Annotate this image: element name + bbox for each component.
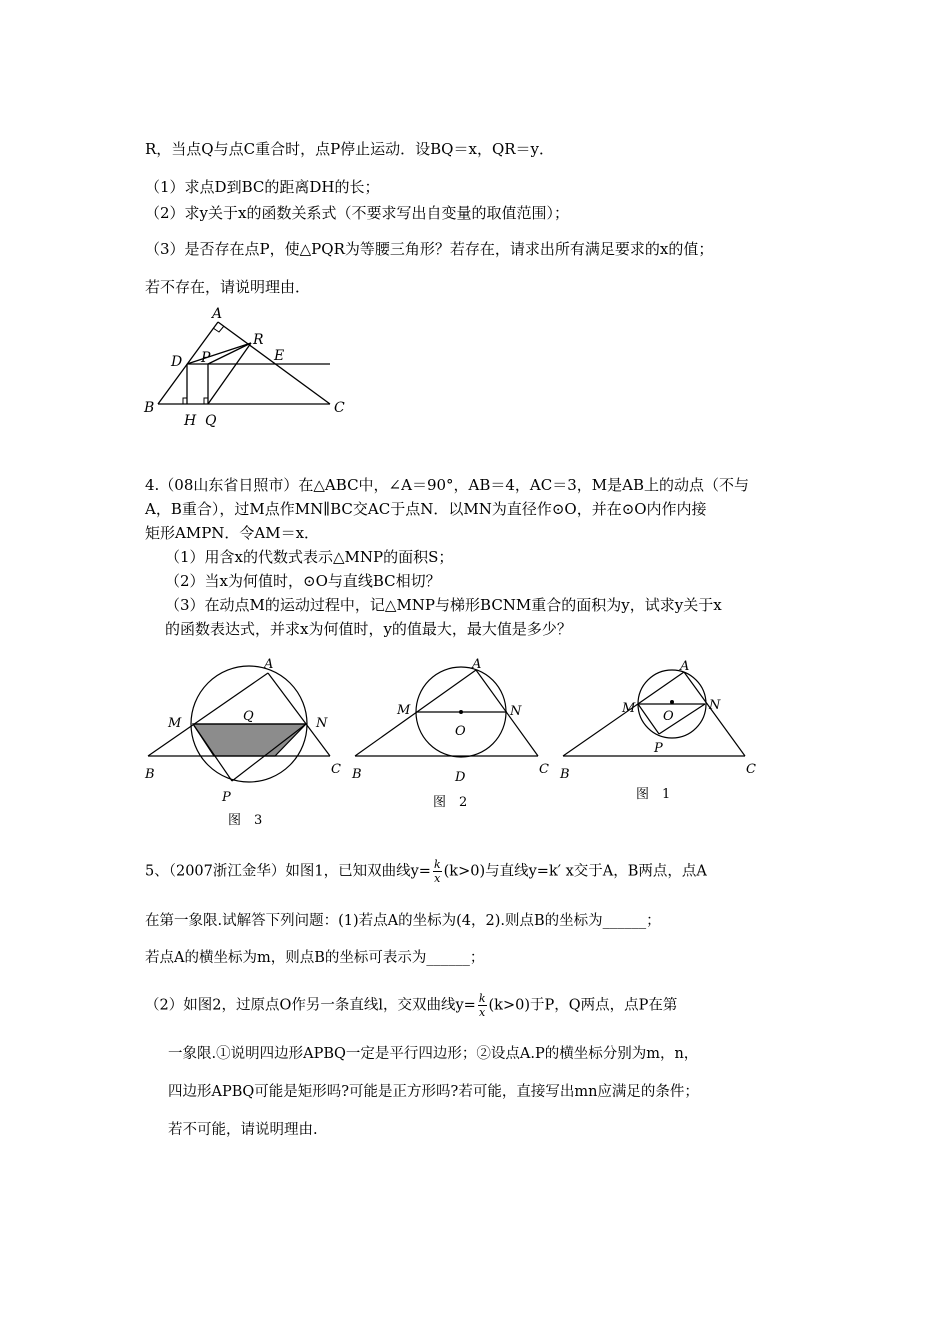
q3-intro: R，当点Q与点C重合时，点P停止运动．设BQ＝x，QR＝y． — [145, 140, 555, 158]
q4-fig1-label-M: M — [622, 701, 636, 716]
q4-fig2-label-O: O — [455, 724, 466, 739]
q5-line4-post: (k>0)于P，Q两点，点P在第 — [488, 997, 678, 1014]
q4-part3b: 的函数表达式，并求x为何值时，y的值最大，最大值是多少？ — [165, 620, 572, 638]
q3-part3a: （3）是否存在点P，使△PQR为等腰三角形？若存在，请求出所有满足要求的x的值； — [145, 240, 714, 258]
q4-part1: （1）用含x的代数式表示△MNP的面积S； — [165, 548, 454, 566]
q4-fig3-label-A: A — [264, 657, 274, 672]
q4-part3a: （3）在动点M的运动过程中，记△MNP与梯形BCNM重合的面积为y，试求y关于x — [165, 596, 722, 614]
q4-fig1-label-N: N — [709, 698, 721, 713]
q4-fig2-AC — [476, 670, 538, 756]
q5-fraction-2: $\frac{k}{x}$ — [478, 992, 486, 1019]
q4-part2: （2）当x为何值时，⊙O与直线BC相切？ — [165, 572, 441, 590]
q4-fig2-label-N: N — [510, 704, 522, 719]
q4-fig1-caption: 图 1 — [636, 787, 671, 802]
q3-label-B: B — [144, 400, 155, 416]
q4-fig3-label-C: C — [331, 762, 341, 777]
q3-label-C: C — [334, 400, 345, 416]
q3-label-H: H — [184, 413, 197, 429]
q4-fig3-label-N: N — [316, 716, 328, 731]
q4-fig3-caption: 图 3 — [228, 813, 263, 828]
q5-line3: 若点A的横坐标为m，则点B的坐标可表示为______； — [145, 950, 485, 966]
q4-fig2-label-A: A — [472, 657, 482, 672]
q4-line3: 矩形AMPN．令AM＝x． — [145, 524, 320, 542]
q3-label-R: R — [253, 332, 264, 348]
q4-fig1-center — [670, 700, 674, 704]
q5-line1-pre: 5、（2007浙江金华）如图1，已知双曲线y= — [145, 863, 431, 880]
q4-fig1-label-O: O — [663, 709, 674, 724]
q3-label-Q: Q — [205, 413, 217, 429]
q4-line1: 4.（08山东省日照市）在△ABC中，∠A＝90°，AB＝4，AC＝3，M是AB上的动点（不与 — [145, 476, 750, 494]
q4-fig2-BA — [355, 670, 476, 756]
q4-fig1-AC — [684, 672, 745, 756]
q4-fig3-label-P: P — [222, 790, 231, 805]
q3-label-D: D — [171, 354, 183, 370]
q4-fig3-label-B: B — [145, 767, 155, 782]
q4-fig3-label-M: M — [168, 716, 182, 731]
q5-line2: 在第一象限.试解答下列问题：(1)若点A的坐标为(4，2).则点B的坐标为______； — [145, 913, 661, 929]
q4-fig2-caption: 图 2 — [433, 795, 468, 810]
q4-fig3-shaded — [193, 724, 306, 756]
q5-fraction-1: $\frac{k}{x}$ — [433, 858, 441, 885]
q4-fig2-label-D: D — [455, 770, 466, 785]
q3-label-P: P — [201, 350, 211, 366]
q4-line2: A，B重合），过M点作MN∥BC交AC于点N．以MN为直径作⊙O，并在⊙O内作内接 — [145, 500, 707, 518]
q5-line1 — [145, 858, 707, 885]
q4-fig3-label-Q: Q — [243, 709, 254, 724]
q4-fig2-label-M: M — [397, 703, 411, 718]
q5-line4 — [145, 992, 677, 1019]
q4-fig1-label-B: B — [560, 767, 570, 782]
q5-line7: 若不可能，请说明理由. — [168, 1122, 318, 1138]
q5-line6: 四边形APBQ可能是矩形吗?可能是正方形吗?若可能，直接写出mn应满足的条件； — [168, 1084, 699, 1100]
q3-part2: （2）求y关于x的函数关系式（不要求写出自变量的取值范围）； — [145, 204, 569, 222]
q4-fig1-label-A: A — [680, 659, 690, 674]
q3-label-E: E — [274, 348, 285, 364]
q4-fig2-center — [459, 710, 463, 714]
q4-fig2-label-B: B — [352, 767, 362, 782]
q5-line4-pre: （2）如图2，过原点O作另一条直线l，交双曲线y= — [145, 997, 476, 1014]
q3-part1: （1）求点D到BC的距离DH的长； — [145, 178, 380, 196]
q4-fig1-label-P: P — [654, 741, 663, 756]
q3-part3b: 若不存在，请说明理由． — [145, 278, 311, 296]
q4-fig1-label-C: C — [746, 762, 756, 777]
q4-fig2-label-C: C — [539, 762, 549, 777]
q5-line1-post: (k>0)与直线y=k′ x交于A，B两点，点A — [443, 863, 707, 880]
q5-line5: 一象限.①说明四边形APBQ一定是平行四边形；②设点A.P的横坐标分别为m，n， — [168, 1046, 699, 1062]
q3-label-A: A — [212, 306, 223, 322]
